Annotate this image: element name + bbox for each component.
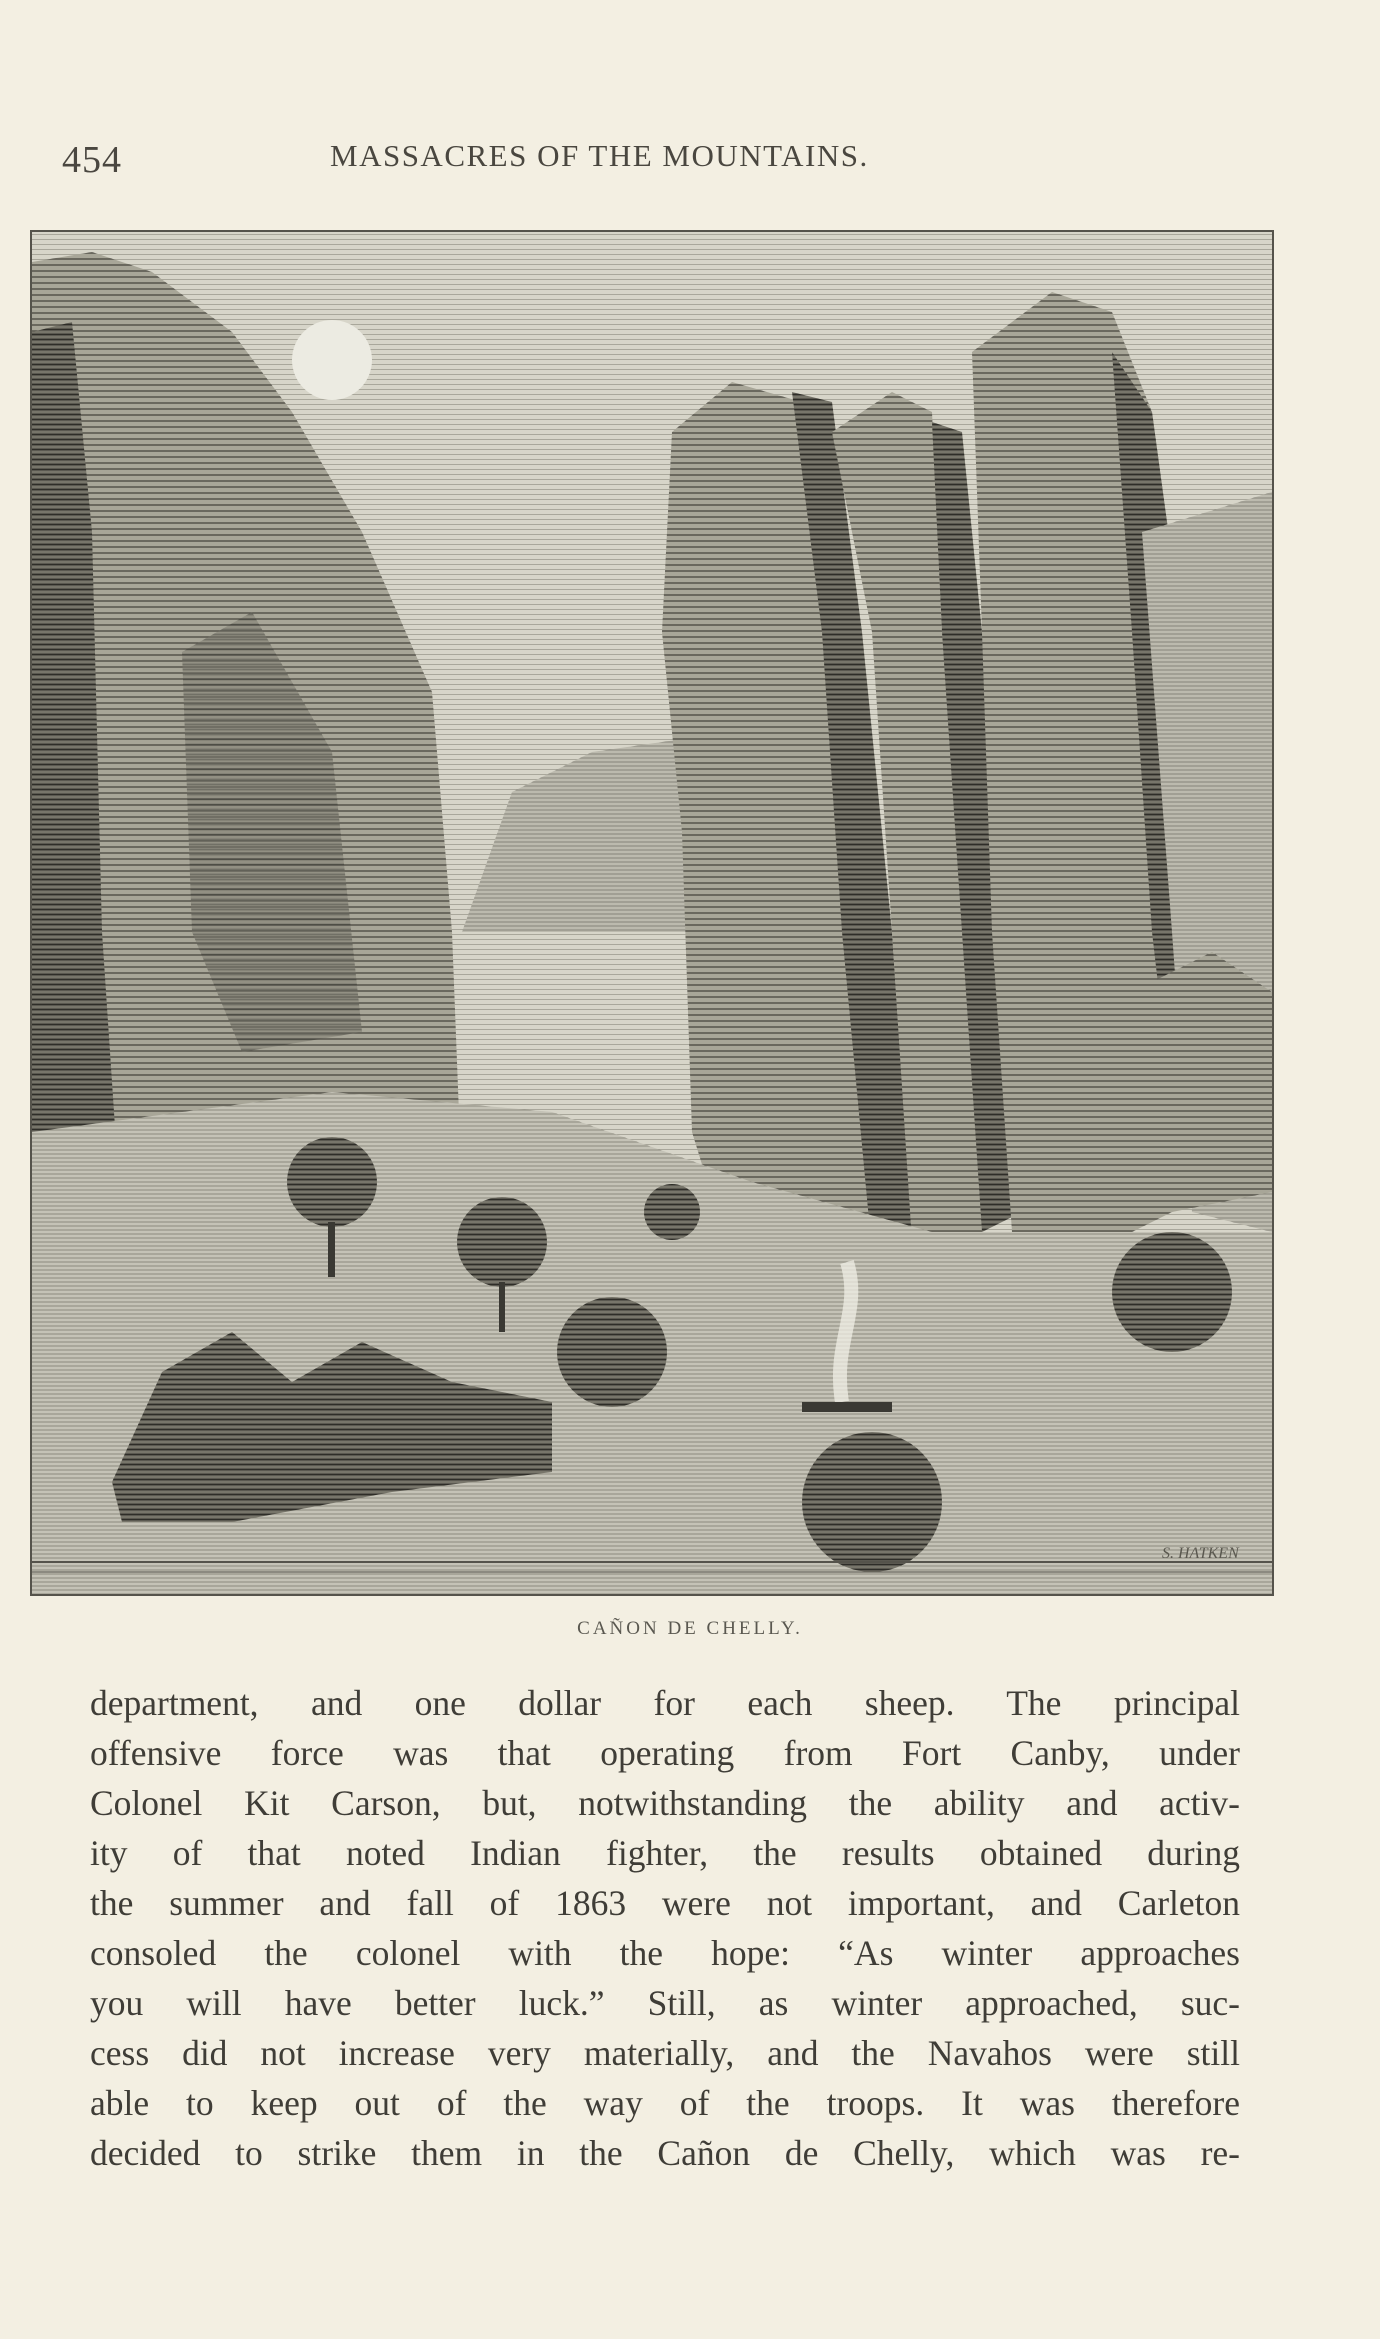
engraving-illustration — [30, 230, 1274, 1596]
body-line: offensive force was that operating from Fort Canby, under — [90, 1733, 1240, 1773]
canyon-engraving — [32, 232, 1272, 1594]
body-line: department, and one dollar for each sheep. The principal — [90, 1683, 1240, 1723]
body-line: Colonel Kit Carson, but, notwithstanding the ability and activ- — [90, 1783, 1240, 1823]
body-line: cess did not increase very materially, and the Navahos were still — [90, 2033, 1240, 2073]
body-line: able to keep out of the way of the troops. It was therefore — [90, 2083, 1240, 2123]
body-text — [90, 1678, 1240, 2178]
page-number: 454 — [62, 139, 122, 181]
body-line: consoled the colonel with the hope: “As winter approaches — [90, 1933, 1240, 1973]
body-line: the summer and fall of 1863 were not important, and Carleton — [90, 1883, 1240, 1923]
engraver-signature: S. HATKEN — [1162, 1545, 1239, 1562]
body-line: decided to strike them in the Cañon de Chelly, which was re- — [90, 2133, 1240, 2173]
running-title: MASSACRES OF THE MOUNTAINS. — [330, 138, 869, 173]
illustration-caption: CAÑON DE CHELLY. — [577, 1618, 803, 1639]
body-line: you will have better luck.” Still, as winter approached, suc- — [90, 1983, 1240, 2023]
body-line: ity of that noted Indian fighter, the results obtained during — [90, 1833, 1240, 1873]
